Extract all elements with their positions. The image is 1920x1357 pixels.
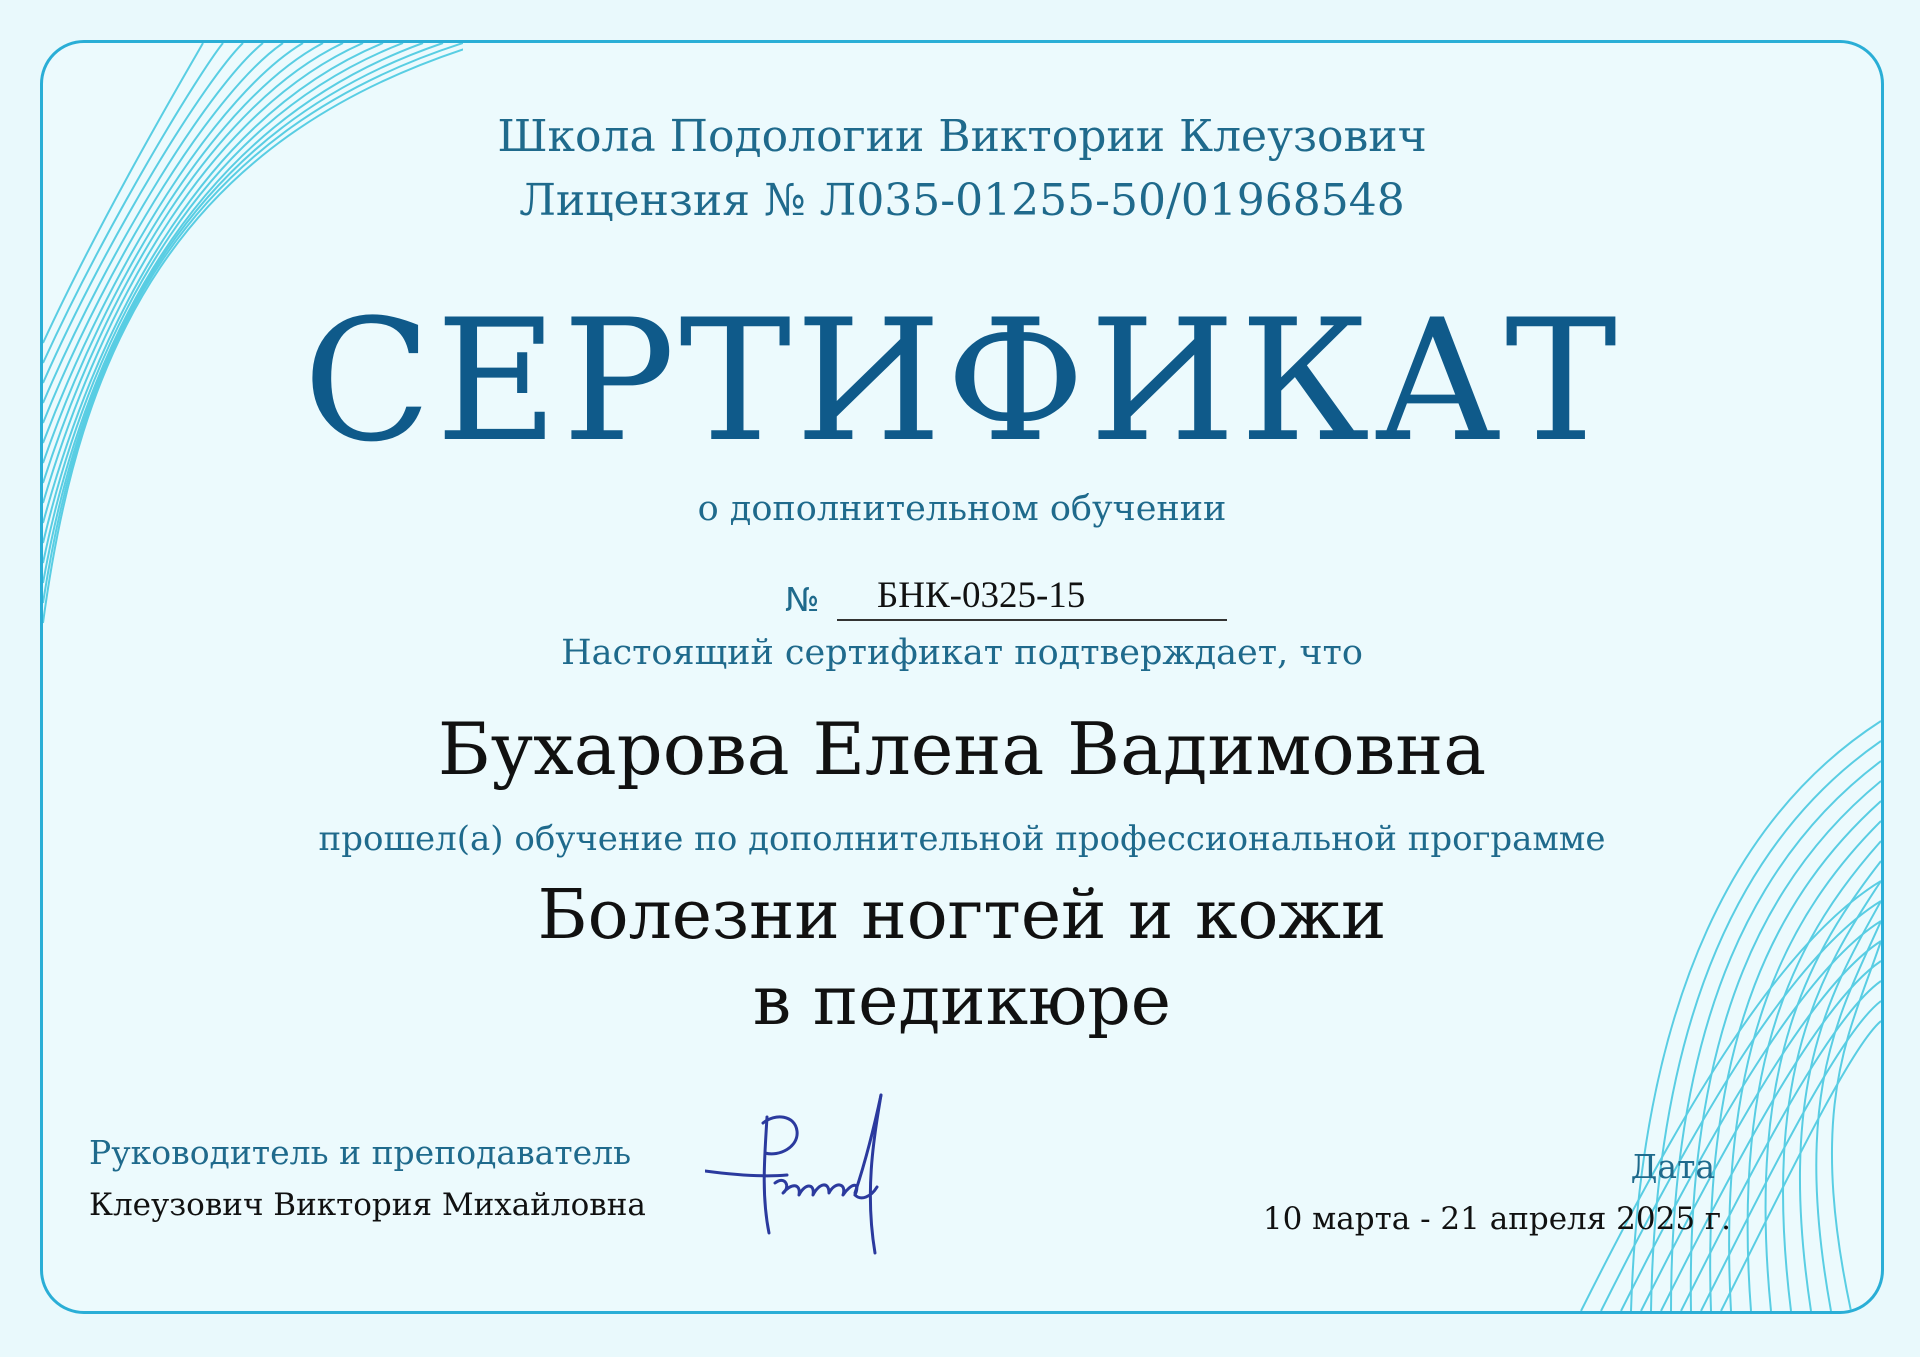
number-value: БНК-0325-15 [877, 575, 1086, 616]
school-header [43, 105, 1881, 233]
handwritten-signature [705, 1083, 925, 1303]
head-name: Клеузович Виктория Михайловна [89, 1187, 646, 1223]
date-label: Дата [1630, 1147, 1715, 1186]
recipient-name: Бухарова Елена Вадимовна [437, 707, 1487, 791]
certificate-title: СЕРТИФИКАТ [302, 283, 1622, 479]
program-line-2: в педикюре [752, 962, 1172, 1041]
certificate-frame [40, 40, 1884, 1314]
date-value: 10 марта - 21 апреля 2025 г. [1262, 1201, 1731, 1237]
school-name: Школа Подологии Виктории Клеузович [497, 111, 1427, 162]
passed-text: прошел(а) обучение по дополнительной профессиональной программе [318, 819, 1606, 859]
number-sign: № [785, 580, 820, 619]
program-title [43, 873, 1881, 1045]
confirm-text: Настоящий сертификат подтверждает, что [561, 633, 1363, 673]
program-line-1: Болезни ногтей и кожи [537, 876, 1387, 955]
certificate-number [785, 571, 1225, 621]
certificate-subtitle: о дополнительном обучении [697, 489, 1227, 529]
head-label: Руководитель и преподаватель [89, 1133, 632, 1172]
number-underline [837, 619, 1227, 621]
license-number: Лицензия № Л035-01255-50/01968548 [519, 175, 1405, 226]
